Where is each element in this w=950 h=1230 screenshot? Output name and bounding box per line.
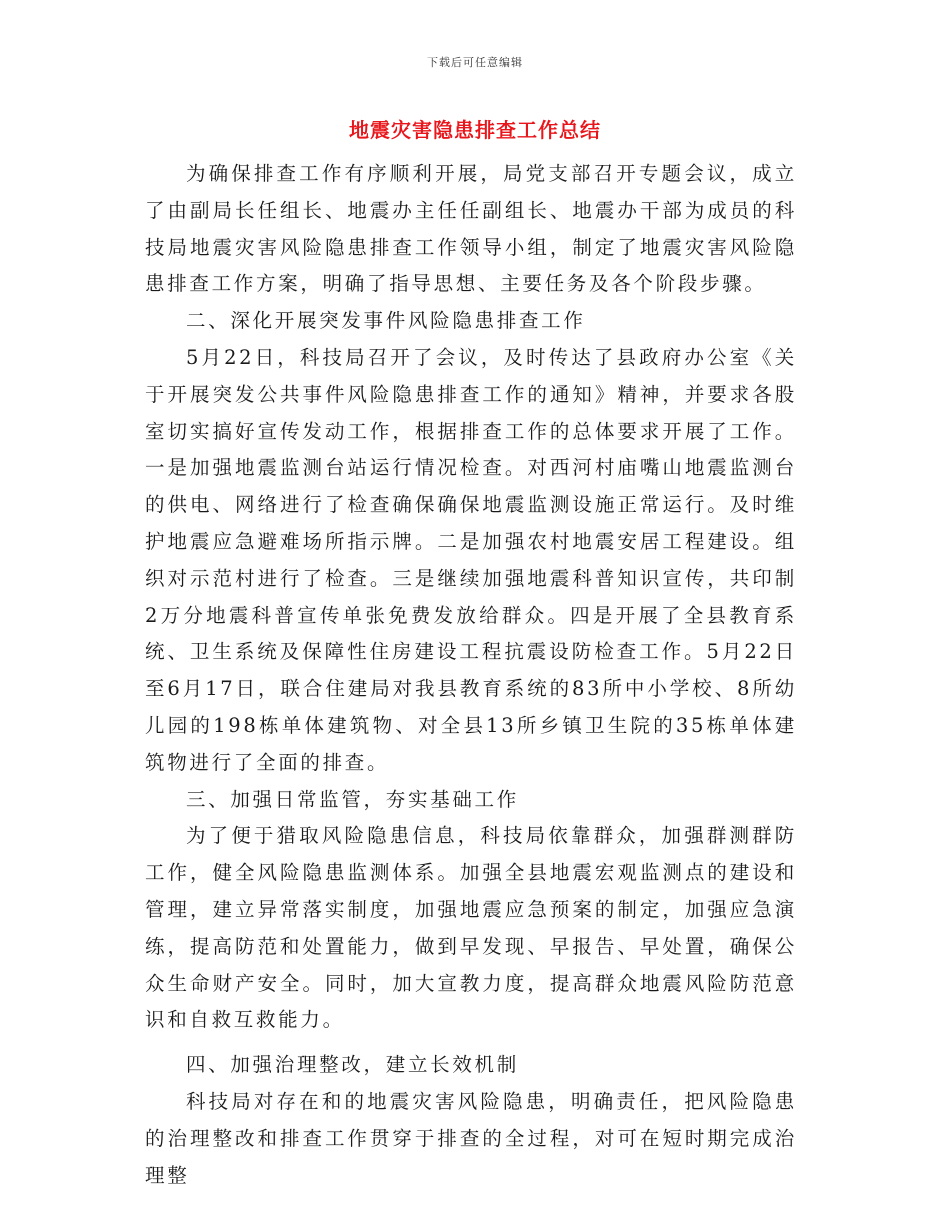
section-heading-4: 四、加强治理整改，建立长效机制	[185, 1053, 519, 1077]
paragraph-section-2: 5月22日，科技局召开了会议，及时传达了县政府办公室《关于开展突发公共事件风险隐患排查工作的通知》精神，并要求各股室切实搞好宣传发动工作，根据排查工作的总体要求开展了工作。一是加强地震监测台站运行情况检查。对西河村庙嘴山地震监测台的供电、网络进行了检查确保确保地震监测设施正常运行。及时维护地震应急避难场所指示牌。二是加强农村地震安居工程建设。组织对示范村进行了检查。三是继续加强地震科普知识宣传，共印制2万分地震科普宣传单张免费发放给群众。四是开展了全县教育系统、卫生系统及保障性住房建设工程抗震设防检查工作。5月22日至6月17日，联合住建局对我县教育系统的83所中小学校、8所幼儿园的198栋单体建筑物、对全县13所乡镇卫生院的35栋单体建筑物进行了全面的排查。	[145, 345, 797, 774]
paragraph-section-4: 科技局对存在和的地震灾害风险隐患，明确责任，把风险隐患的治理整改和排查工作贯穿于排查的全过程，对可在短时期完成治理整	[145, 1089, 797, 1187]
section-heading-2: 二、深化开展突发事件风险隐患排查工作	[185, 309, 586, 333]
page-header-note: 下载后可任意编辑	[427, 56, 523, 69]
document-body	[145, 156, 797, 1194]
section-heading-3: 三、加强日常监管，夯实基础工作	[185, 787, 519, 811]
paragraph-intro: 为确保排查工作有序顺利开展，局党支部召开专题会议，成立了由副局长任组长、地震办主任任副组长、地震办干部为成员的科技局地震灾害风险隐患排查工作领导小组，制定了地震灾害风险隐患排查工作方案，明确了指导思想、主要任务及各个阶段步骤。	[145, 162, 797, 296]
paragraph-section-3: 为了便于猎取风险隐患信息，科技局依靠群众，加强群测群防工作，健全风险隐患监测体系。加强全县地震宏观监测点的建设和管理，建立异常落实制度，加强地震应急预案的制定，加强应急演练，提高防范和处置能力，做到早发现、早报告、早处置，确保公众生命财产安全。同时，加大宣教力度，提高群众地震风险防范意识和自救互救能力。	[145, 824, 797, 1032]
document-title: 地震灾害隐患排查工作总结	[349, 118, 601, 142]
